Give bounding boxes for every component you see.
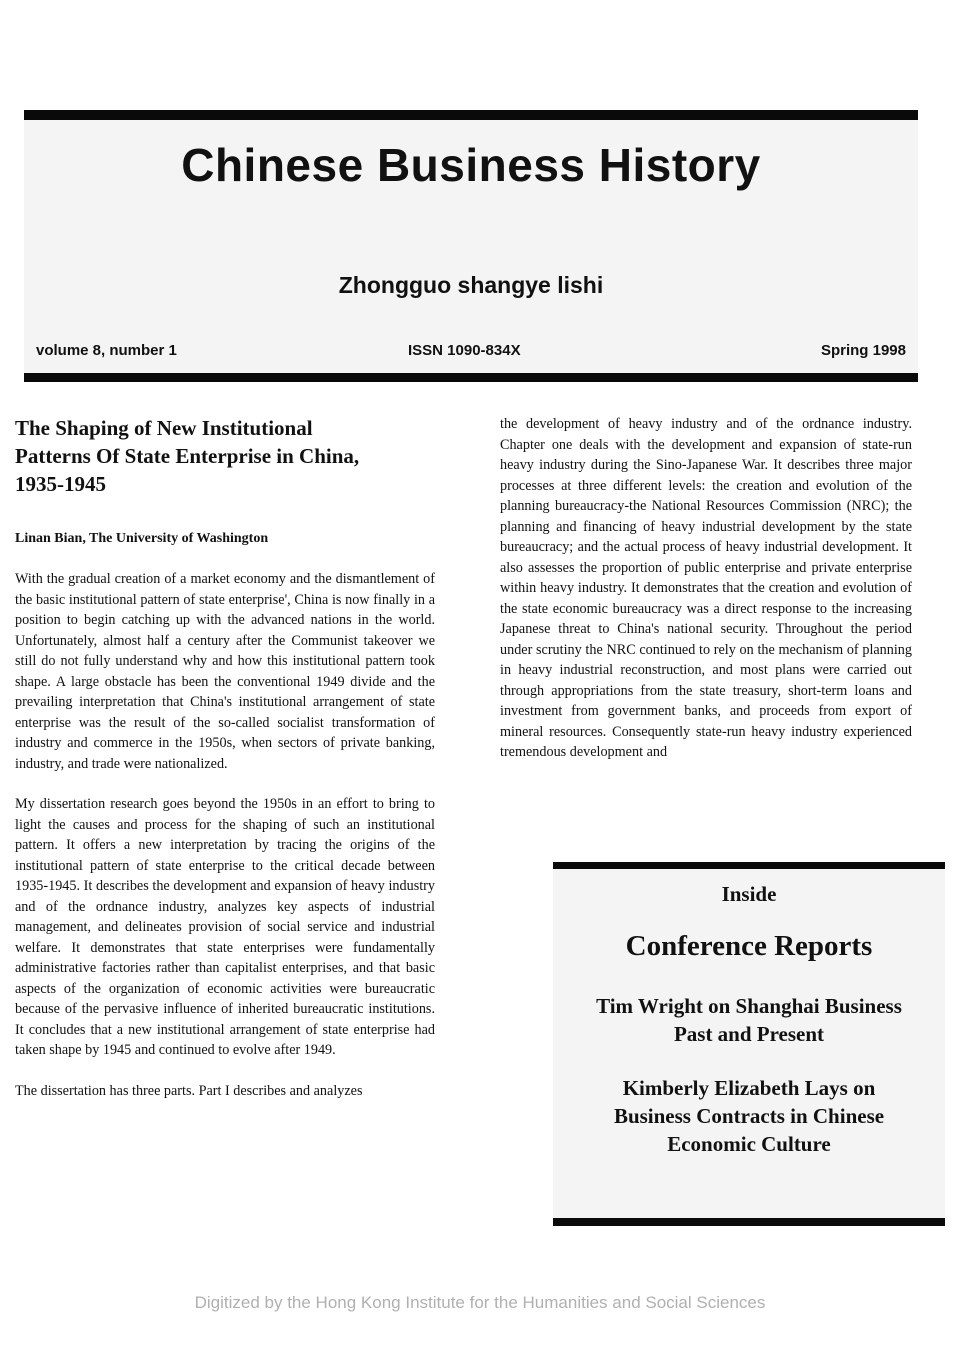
article-title-line: 1935-1945 bbox=[15, 472, 106, 496]
article-title-line: Patterns Of State Enterprise in China, bbox=[15, 444, 360, 468]
article-paragraph: the development of heavy industry and of the ordnance industry. Chapter one deals with the development and expansion of state-run heavy industry during the Sino-Japanese War. It describes three major processes at three different levels: the creation and evolution of the planning bureaucracy-the National Resources Commission (NRC); the planning and financing of heavy industrial development by the state bureaucracy; and the actual process of heavy industrial development. It also assesses the proportion of public enterprise and private enterprise within heavy industry. It demonstrates that the creation and evolution of the state economic bureaucracy was a direct response to the increasing Japanese threat to China's national security. Throughout the period under scrutiny the NRC continued to rely on the mechanism of planning in heavy industrial reconstruction, and most plans were carried out through appropriations from the state treasury, short-term loans and investment from government banks, and proceeds from export of mineral resources. Consequently state-run heavy industry experienced tremendous development and bbox=[500, 416, 912, 760]
inside-item-line: Business Contracts in Chinese bbox=[613, 1104, 885, 1128]
magazine-title: Chinese Business History bbox=[181, 139, 761, 191]
masthead-top-rule bbox=[24, 110, 918, 120]
article-author: Linan Bian, The University of Washington bbox=[15, 531, 269, 546]
inside-item-line: Kimberly Elizabeth Lays on bbox=[622, 1076, 876, 1100]
issue-info-row bbox=[36, 342, 906, 366]
article-title-line: The Shaping of New Institutional bbox=[15, 416, 313, 440]
inside-box-bottom-rule bbox=[553, 1218, 945, 1226]
volume-number: volume 8, number 1 bbox=[36, 342, 177, 359]
article-paragraph: My dissertation research goes beyond the 1950s in an effort to bring to light the causes and process for the shaping of such an institutional pattern. It offers a new interpretation by tracing the origins of the institutional pattern of state enterprise to the critical decade between 1935-1945. It describes the development and expansion of heavy industry and of the ordnance industry, analyzes key aspects of industrial management, and delineates provision of social service and industrial welfare. It demonstrates that state enterprises were fundamentally administrative factories rather than capitalist enterprises, and that basic aspects of the organization of economic activities were bureaucratic because of the pervasive influence of inherited bureaucratic institutions. It concludes that a new institutional arrangement of state enterprise had taken shape by 1945 and continued to evolve after 1949. bbox=[15, 796, 435, 1058]
article-paragraph: With the gradual creation of a market economy and the dismantlement of the basic institutional pattern of state enterprise', China is now finally in a position to begin catching up with the advanced nations in the world. Unfortunately, almost half a century after the Communist takeover we still do not fully understand why and how this institutional pattern took shape. A large obstacle has been the conventional 1949 divide and the prevailing interpretation that China's institutional arrangement of state enterprise was the result of the so-called socialist transformation of industry and commerce in the 1950s, when sectors of private banking, industry, and trade were nationalized. bbox=[15, 571, 435, 772]
article-paragraph: The dissertation has three parts. Part I describes and analyzes bbox=[15, 1082, 363, 1099]
masthead bbox=[24, 110, 918, 382]
inside-box bbox=[553, 862, 945, 1226]
right-column bbox=[500, 414, 912, 763]
digitization-footer: Digitized by the Hong Kong Institute for the Humanities and Social Sciences bbox=[194, 1293, 766, 1312]
inside-heading: Conference Reports bbox=[625, 930, 873, 962]
inside-box-top-rule bbox=[553, 862, 945, 869]
issue-season: Spring 1998 bbox=[820, 342, 906, 359]
inside-item-line: Past and Present bbox=[673, 1022, 825, 1046]
inside-item-line: Economic Culture bbox=[667, 1132, 831, 1156]
masthead-bottom-rule bbox=[24, 373, 918, 382]
inside-item-lays bbox=[553, 1074, 945, 1158]
inside-item-line: Tim Wright on Shanghai Business bbox=[596, 994, 902, 1018]
magazine-subtitle: Zhongguo shangye lishi bbox=[338, 272, 604, 298]
issn: ISSN 1090-834X bbox=[408, 342, 521, 359]
inside-item-wright bbox=[553, 992, 945, 1048]
left-column bbox=[15, 414, 435, 1101]
article-title bbox=[15, 414, 435, 498]
inside-label: Inside bbox=[721, 882, 777, 906]
